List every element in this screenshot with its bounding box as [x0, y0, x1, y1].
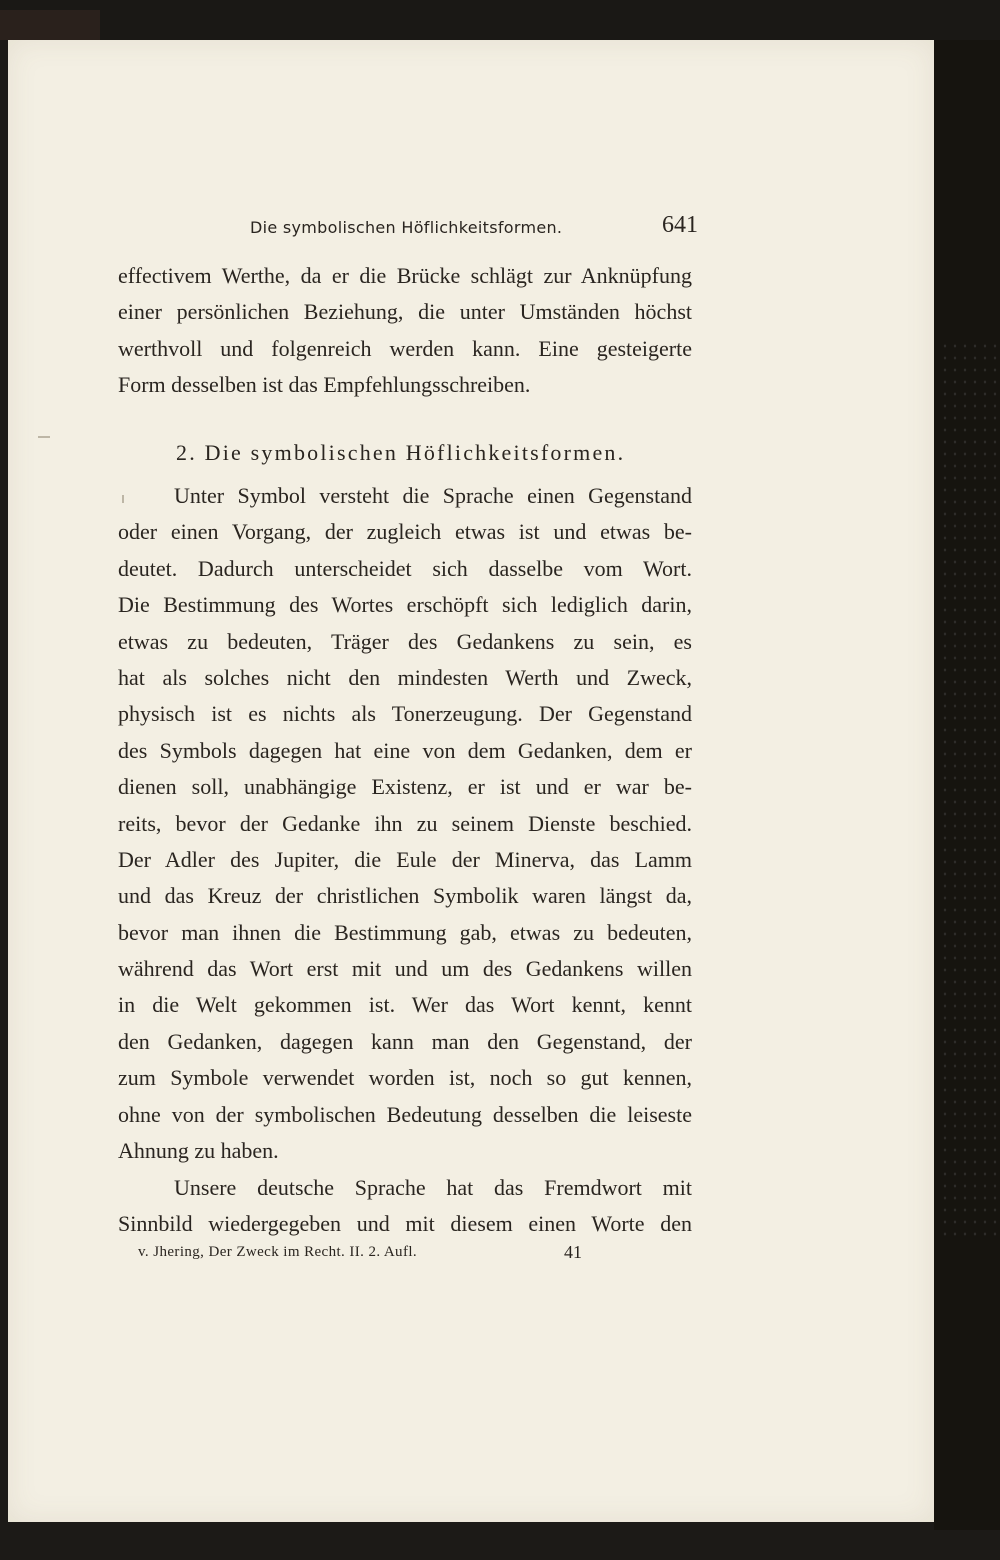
text-line: werthvoll und folgenreich werden kann. Eine gesteigerte — [118, 335, 692, 361]
text-line: ohne von der symbolischen Bedeutung desselben die leiseste — [118, 1101, 692, 1127]
page-footer — [118, 1244, 692, 1268]
text-line: bevor man ihnen die Bestimmung gab, etwas zu bedeuten, — [118, 919, 692, 945]
paragraph-3 — [118, 1170, 692, 1243]
text-line: hat als solches nicht den mindesten Werth und Zweck, — [118, 664, 692, 690]
footer-citation: v. Jhering, Der Zweck im Recht. II. 2. Aufl. — [138, 1244, 418, 1260]
paragraph-2 — [118, 478, 692, 1169]
text-line: effectivem Werthe, da er die Brücke schlägt zur Anknüpfung — [118, 263, 692, 288]
bleed-through-dots — [940, 340, 1000, 1240]
text-line: dienen soll, unabhängige Existenz, er ist und er war be- — [118, 774, 692, 800]
text-line: des Symbols dagegen hat eine von dem Gedanken, dem er — [118, 737, 692, 763]
text-line: und das Kreuz der christlichen Symbolik waren längst da, — [118, 883, 692, 909]
text-line: oder einen Vorgang, der zugleich etwas ist und etwas be- — [118, 519, 692, 545]
section-heading: 2. Die symbolischen Höflichkeitsformen. — [176, 440, 626, 465]
text-line: zum Symbole verwendet worden ist, noch so gut kennen, — [118, 1065, 692, 1091]
text-line: etwas zu bedeuten, Träger des Gedankens zu sein, es — [118, 628, 692, 654]
text-line: Sinnbild wiedergegeben und mit diesem einen Worte den — [118, 1211, 692, 1237]
scan-right-border — [934, 40, 1000, 1530]
running-title: Die symbolischen Höflichkeitsformen. — [250, 218, 563, 237]
text-line: deutet. Dadurch unterscheidet sich dasselbe vom Wort. — [118, 555, 692, 581]
text-line: physisch ist es nichts als Tonerzeugung. Der Gegenstand — [118, 701, 692, 727]
margin-mark — [38, 436, 50, 438]
running-header — [250, 212, 698, 246]
scan-top-border — [0, 0, 1000, 40]
text-line: in die Welt gekommen ist. Wer das Wort kennt, kennt — [118, 992, 692, 1018]
text-line: den Gedanken, dagegen kann man den Gegenstand, der — [118, 1028, 692, 1054]
text-line: Der Adler des Jupiter, die Eule der Minerva, das Lamm — [118, 846, 692, 872]
text-line: Ahnung zu haben. — [118, 1138, 279, 1164]
scan-corner-tab — [0, 10, 100, 40]
signature-mark: 41 — [564, 1242, 582, 1262]
text-line: während das Wort erst mit und um des Gedankens willen — [118, 956, 692, 982]
text-line: einer persönlichen Beziehung, die unter Umständen höchst — [118, 299, 692, 325]
paragraph-1 — [118, 258, 692, 404]
text-line: Unsere deutsche Sprache hat das Fremdwort mit — [174, 1175, 692, 1200]
text-line: Form desselben ist das Empfehlungsschreiben. — [118, 372, 531, 398]
text-line: Die Bestimmung des Wortes erschöpft sich lediglich darin, — [118, 592, 692, 618]
text-line: reits, bevor der Gedanke ihn zu seinem Dienste beschied. — [118, 810, 692, 836]
page-number: 641 — [662, 212, 698, 238]
text-line: Unter Symbol versteht die Sprache einen Gegenstand — [174, 483, 692, 508]
